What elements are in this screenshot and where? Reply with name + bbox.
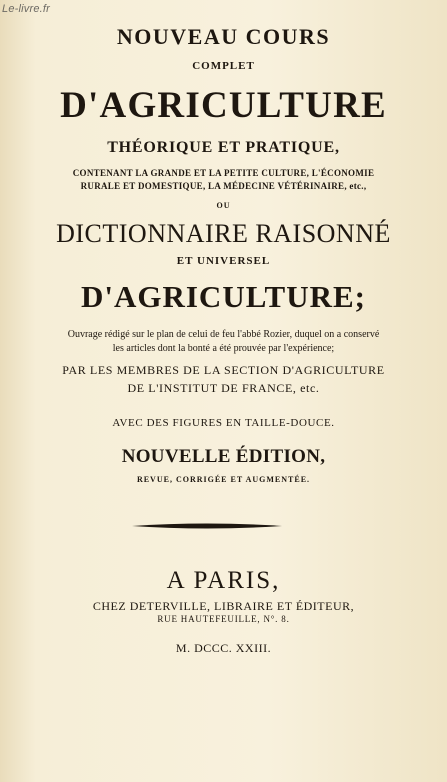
edition-note: REVUE, CORRIGÉE ET AUGMENTÉE. [136, 475, 311, 484]
edition-title: NOUVELLE ÉDITION, [121, 446, 326, 467]
title-agriculture-secondary: D'AGRICULTURE; [80, 279, 366, 314]
ornamental-rule [132, 517, 282, 535]
title-nouveau-cours: NOUVEAU COURS [116, 24, 331, 49]
subtitle-theorique: THÉORIQUE ET PRATIQUE, [107, 139, 340, 156]
contents-line-2: RURALE ET DOMESTIQUE, LA MÉDECINE VÉTÉRINAIRE, etc., [80, 181, 367, 191]
watermark: Le-livre.fr [2, 3, 51, 15]
title-agriculture-main: D'AGRICULTURE [60, 85, 387, 126]
authors-line-2: DE L'INSTITUT DE FRANCE, etc. [127, 381, 320, 395]
imprint-city: A PARIS, [166, 567, 281, 594]
title-universel: ET UNIVERSEL [176, 255, 271, 267]
title-dictionnaire: DICTIONNAIRE RAISONNÉ [56, 219, 391, 248]
conjunction-ou: OU [216, 201, 231, 210]
imprint-address: RUE HAUTEFEUILLE, N°. 8. [157, 614, 290, 624]
title-complet: COMPLET [192, 60, 255, 72]
contents-line-1: CONTENANT LA GRANDE ET LA PETITE CULTURE, L'ÉCONOMIE [72, 168, 375, 178]
ouvrage-line-1: Ouvrage rédigé sur le plan de celui de feu l'abbé Rozier, duquel on a conservé [67, 329, 380, 340]
ouvrage-line-2: les articles dont la bonté a été prouvée par l'expérience; [112, 343, 335, 354]
imprint-publisher: CHEZ DETERVILLE, LIBRAIRE ET ÉDITEUR, [92, 599, 355, 613]
imprint-date: M. DCCC. XXIII. [175, 641, 272, 655]
authors-line-1: PAR LES MEMBRES DE LA SECTION D'AGRICULTURE [62, 363, 385, 377]
figures-note: AVEC DES FIGURES EN TAILLE-DOUCE. [112, 417, 335, 429]
